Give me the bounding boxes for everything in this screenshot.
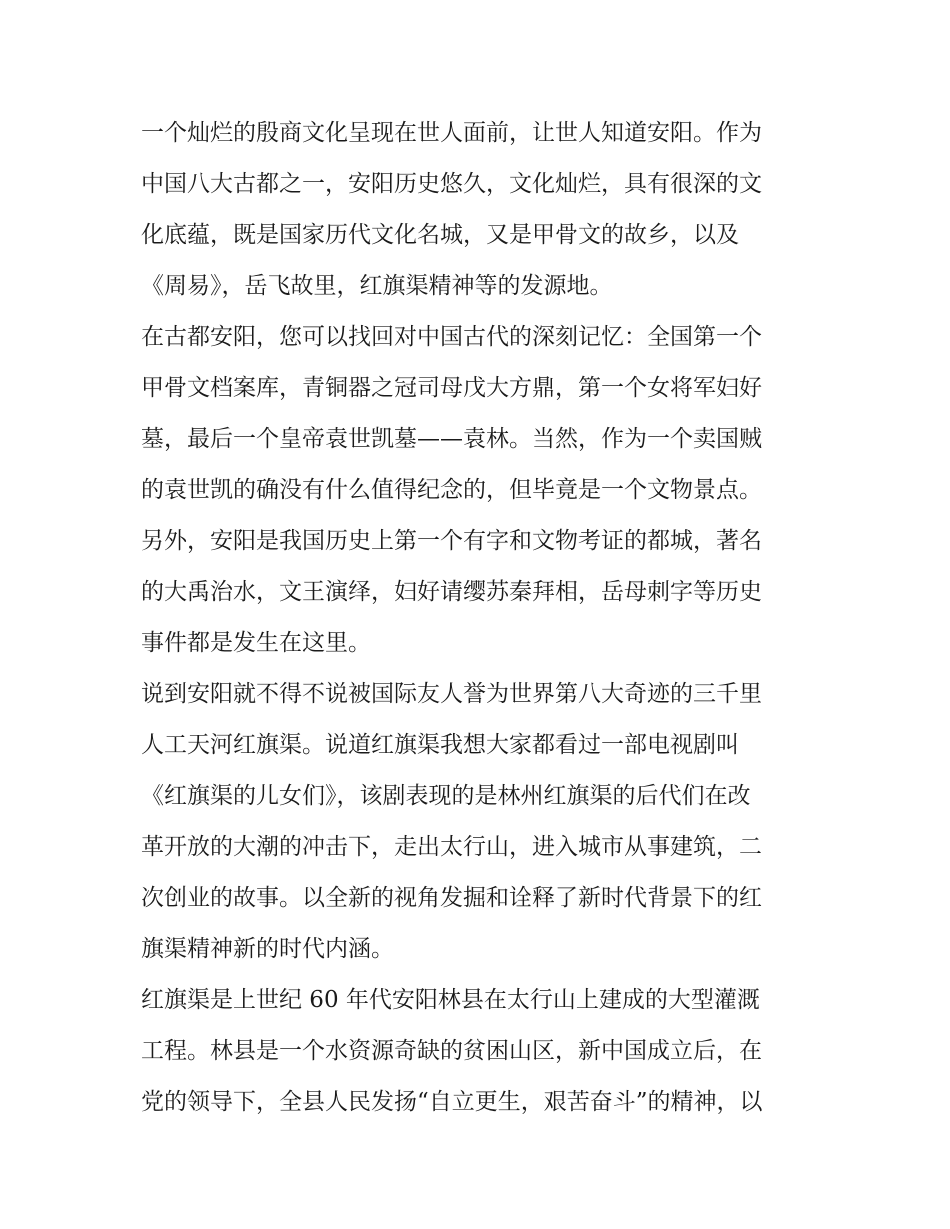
text-line: 旗渠精神新的时代内涵。 bbox=[141, 936, 394, 962]
text-line: 《周易》，岳飞故里，红旗渠精神等的发源地。 bbox=[141, 273, 613, 299]
text-line: 工程。林县是一个水资源奇缺的贫困山区，新中国成立后，在 bbox=[141, 1038, 762, 1064]
text-line: 在古都安阳，您可以找回对中国古代的深刻记忆：全国第一个 bbox=[141, 324, 762, 350]
text-line: 《红旗渠的儿女们》，该剧表现的是林州红旗渠的后代们在改 bbox=[141, 783, 751, 809]
text-line: 革开放的大潮的冲击下，走出太行山，进入城市从事建筑，二 bbox=[141, 834, 762, 860]
document-body bbox=[141, 108, 821, 1128]
text-line: 的袁世凯的确没有什么值得纪念的，但毕竟是一个文物景点。 bbox=[141, 477, 762, 503]
text-line: 红旗渠是上世纪 60 年代安阳林县在太行山上建成的大型灌溉 bbox=[141, 987, 760, 1013]
text-line: 事件都是发生在这里。 bbox=[141, 630, 371, 656]
text-line: 另外，安阳是我国历史上第一个有字和文物考证的都城，著名 bbox=[141, 528, 762, 554]
text-line: 说到安阳就不得不说被国际友人誉为世界第八大奇迹的三千里 bbox=[141, 681, 762, 707]
text-line: 化底蕴，既是国家历代文化名城，又是甲骨文的故乡，以及 bbox=[141, 222, 739, 248]
text-line: 人工天河红旗渠。说道红旗渠我想大家都看过一部电视剧叫 bbox=[141, 732, 739, 758]
text-line: 墓，最后一个皇帝袁世凯墓——袁林。当然，作为一个卖国贼 bbox=[141, 426, 762, 452]
text-line: 党的领导下，全县人民发扬“自立更生，艰苦奋斗”的精神，以 bbox=[141, 1089, 763, 1115]
text-line: 次创业的故事。以全新的视角发掘和诠释了新时代背景下的红 bbox=[141, 885, 762, 911]
text-line: 一个灿烂的殷商文化呈现在世人面前，让世人知道安阳。作为 bbox=[141, 120, 762, 146]
text-line: 甲骨文档案库，青铜器之冠司母戊大方鼎，第一个女将军妇好 bbox=[141, 375, 762, 401]
text-line: 的大禹治水，文王演绎，妇好请缨苏秦拜相，岳母刺字等历史 bbox=[141, 579, 762, 605]
text-line: 中国八大古都之一，安阳历史悠久，文化灿烂，具有很深的文 bbox=[141, 171, 762, 197]
